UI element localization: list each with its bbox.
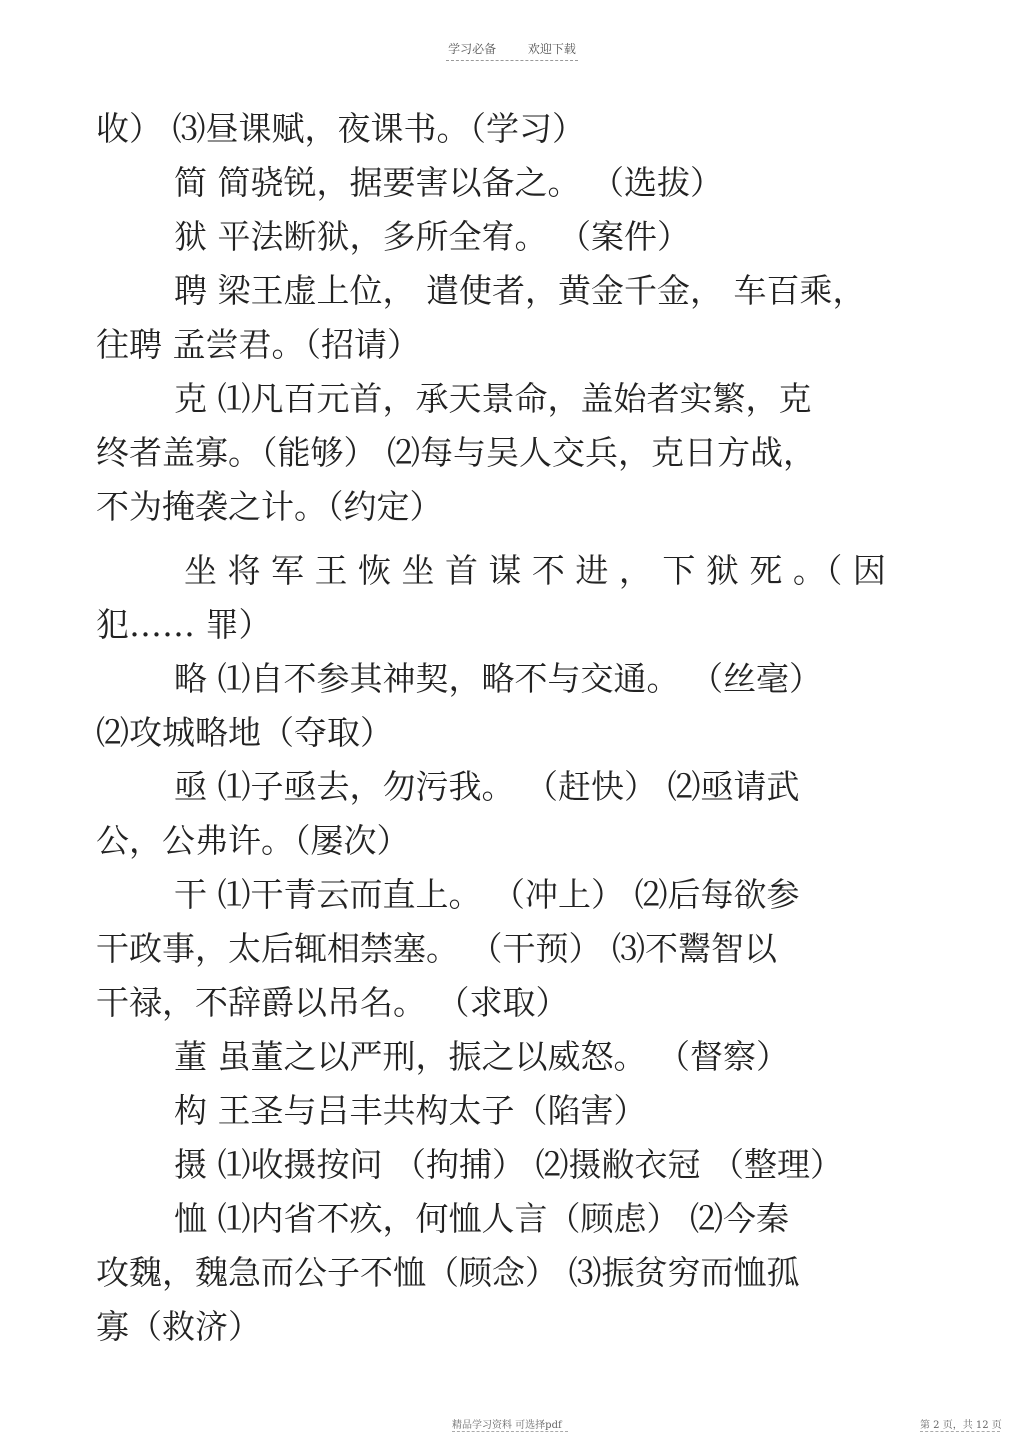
document-body bbox=[96, 102, 926, 1354]
text-line: 克 ⑴凡百元首，承天景命，盖始者实繁，克 bbox=[174, 379, 812, 418]
text-line: 干 ⑴干青云而直上。 （冲上） ⑵后每欲参 bbox=[174, 875, 800, 914]
spacer bbox=[96, 534, 926, 544]
text-line: 往聘 孟尝君。（招请） bbox=[96, 325, 420, 364]
text-line: 坐 将 军 王 恢 坐 首 谋 不 进 ， 下 狱 死 。（ 因 bbox=[184, 551, 886, 590]
text-line: 干禄，不辞爵以吊名。 （求取） bbox=[96, 983, 569, 1022]
header-left-text: 学习必备 bbox=[448, 42, 497, 56]
text-line: 摄 ⑴收摄按问 （拘捕） ⑵摄敝衣冠 （整理） bbox=[174, 1145, 843, 1184]
text-line: 终者盖寡。（能够） ⑵每与吴人交兵，克日方战， bbox=[96, 433, 816, 472]
text-line: 略 ⑴自不参其神契，略不与交通。 （丝毫） bbox=[174, 659, 822, 698]
footer-page-number: 第 2 页，共 12 页 bbox=[920, 1420, 1002, 1431]
header-right-text: 欢迎下载 bbox=[527, 42, 576, 56]
text-line: 恤 ⑴内省不疚，何恤人言（顾虑） ⑵今秦 bbox=[174, 1199, 789, 1238]
header-divider bbox=[446, 60, 578, 61]
text-line: 攻魏，魏急而公子不恤（顾念） ⑶振贫穷而恤孤 bbox=[96, 1253, 800, 1292]
footer-divider-right bbox=[920, 1431, 1000, 1432]
page-header bbox=[0, 40, 1024, 57]
text-line: ⑵攻城略地（夺取） bbox=[96, 713, 393, 752]
text-line: 收） ⑶昼课赋，夜课书。（学习） bbox=[96, 109, 585, 148]
footer-left-text: 精品学习资料 可选择pdf bbox=[452, 1420, 562, 1431]
text-line: 简 简骁锐，据要害以备之。 （选拔） bbox=[174, 163, 723, 202]
text-line: 干政事，太后辄相禁塞。 （干预） ⑶不鬻智以 bbox=[96, 929, 777, 968]
text-line: 董 虽董之以严刑，振之以威怒。 （督察） bbox=[174, 1037, 789, 1076]
text-line: 聘 梁王虚上位， 遣使者，黄金千金， 车百乘， bbox=[174, 271, 866, 310]
text-line: 狱 平法断狱，多所全宥。 （案件） bbox=[174, 217, 690, 256]
text-line: 构 王圣与吕丰共构太子（陷害） bbox=[174, 1091, 647, 1130]
text-line: 亟 ⑴子亟去，勿污我。 （赶快） ⑵亟请武 bbox=[174, 767, 800, 806]
text-line: 公，公弗许。（屡次） bbox=[96, 821, 410, 860]
text-line: 犯…… 罪） bbox=[96, 605, 272, 644]
text-line: 不为掩袭之计。（约定） bbox=[96, 487, 443, 526]
footer-divider-left bbox=[452, 1431, 568, 1432]
text-line: 寡（救济） bbox=[96, 1307, 261, 1346]
